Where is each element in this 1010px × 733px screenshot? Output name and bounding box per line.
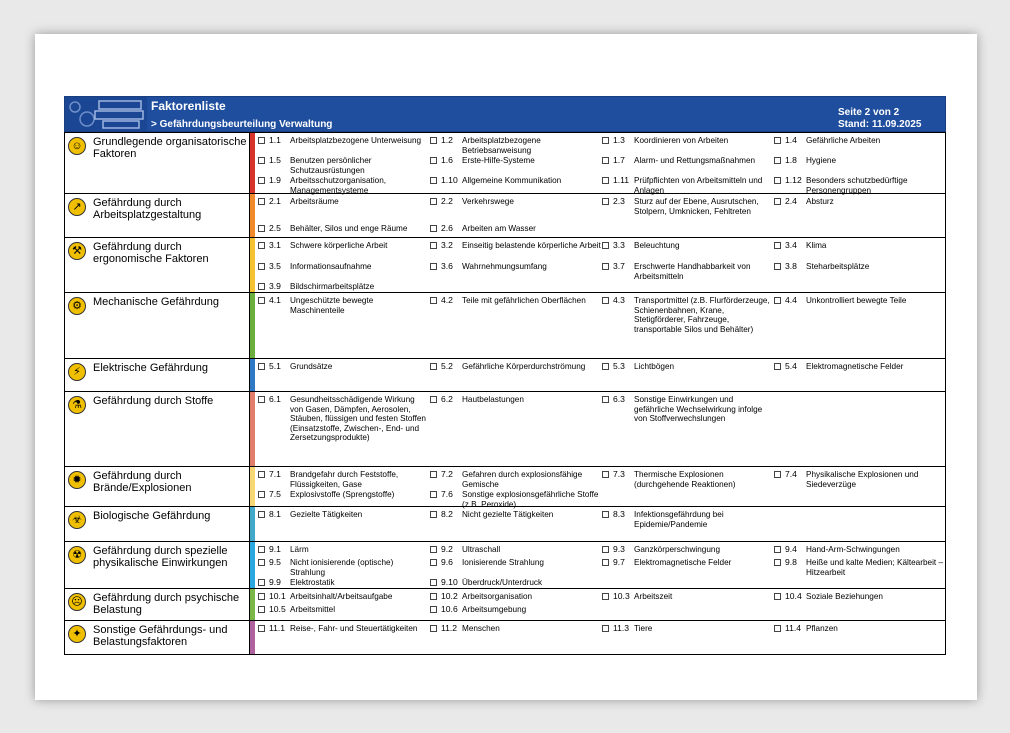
factor-text: Arbeitsinhalt/Arbeitsaufgabe [290, 592, 393, 601]
factor-checkbox[interactable] [258, 625, 265, 632]
factor-checkbox[interactable] [258, 559, 265, 566]
factor-text: Gesundheitsschädigende Wirkung von Gasen, Dämpfen, Aerosolen, Stäuben, flüssigen und festen Stoffen (Einsatzstoffe, Zwischen-, End- und Zersetzungsprodukte) [290, 395, 426, 442]
factor-checkbox[interactable] [258, 396, 265, 403]
factor-text: Arbeitsmittel [290, 605, 336, 614]
factor-checkbox[interactable] [430, 157, 437, 164]
factor-text: Absturz [806, 197, 834, 206]
factor-checkbox[interactable] [774, 177, 781, 184]
factor-checkbox[interactable] [602, 625, 609, 632]
factor-checkbox[interactable] [602, 593, 609, 600]
factor-text: Überdruck/Unterdruck [462, 578, 543, 587]
factor-checkbox[interactable] [430, 297, 437, 304]
factor-text: Arbeitsschutzorganisation, Managementsysteme [290, 176, 387, 195]
factor-number: 9.2 [441, 544, 453, 554]
factor-number: 11.4 [785, 623, 802, 633]
factor-text: Hygiene [806, 156, 837, 165]
factor-checkbox[interactable] [774, 546, 781, 553]
slip-fall-icon: ↗ [68, 198, 86, 216]
factor-number: 10.5 [269, 604, 286, 614]
factor-number: 1.1 [269, 135, 281, 145]
factor-checkbox[interactable] [430, 137, 437, 144]
category-cell [65, 238, 250, 292]
factor-text: Sturz auf der Ebene, Ausrutschen, Stolpern, Umknicken, Fehltreten [634, 197, 759, 216]
factor-checkbox[interactable] [602, 157, 609, 164]
factor-text: Beleuchtung [634, 241, 680, 250]
factor-text: Koordinieren von Arbeiten [634, 136, 729, 145]
factor-number: 9.1 [269, 544, 281, 554]
factor-row [64, 467, 946, 507]
factor-checkbox[interactable] [430, 625, 437, 632]
factor-checkbox[interactable] [602, 177, 609, 184]
page-subtitle: > Gefährdungsbeurteilung Verwaltung [151, 119, 333, 130]
stressed-person-icon: ☹ [68, 593, 86, 611]
factor-number: 5.4 [785, 361, 797, 371]
factor-checkbox[interactable] [602, 363, 609, 370]
factor-row [64, 132, 946, 194]
factor-text: Elektrostatik [290, 578, 335, 587]
factor-checkbox[interactable] [430, 593, 437, 600]
factor-text: Benutzen persönlicher Schutzausrüstungen [290, 156, 372, 175]
factor-checkbox[interactable] [774, 471, 781, 478]
factor-text: Steharbeitsplätze [806, 262, 870, 271]
factor-checkbox[interactable] [430, 559, 437, 566]
category-cell [65, 467, 250, 506]
factor-checkbox[interactable] [430, 363, 437, 370]
factor-text: Arbeitsumgebung [462, 605, 527, 614]
category-cell [65, 359, 250, 391]
category-color-stripe [250, 359, 255, 391]
factor-checkbox[interactable] [774, 559, 781, 566]
factor-text: Einseitig belastende körperliche Arbeit [462, 241, 601, 250]
factor-text: Infektionsgefährdung bei Epidemie/Pandemie [634, 510, 724, 529]
factor-text: Gezielte Tätigkeiten [290, 510, 363, 519]
category-label: Sonstige Gefährdungs- und Belastungsfaktoren [93, 624, 228, 648]
factor-number: 9.8 [785, 557, 797, 567]
factor-checkbox[interactable] [258, 491, 265, 498]
category-cell [65, 542, 250, 588]
factor-number: 7.4 [785, 469, 797, 479]
factor-number: 4.4 [785, 295, 797, 305]
factor-text: Arbeitsorganisation [462, 592, 533, 601]
factor-number: 5.1 [269, 361, 281, 371]
factor-text: Gefährliche Körperdurchströmung [462, 362, 586, 371]
factor-checkbox[interactable] [602, 396, 609, 403]
factor-number: 4.2 [441, 295, 453, 305]
factor-number: 2.5 [269, 223, 281, 233]
factor-number: 8.2 [441, 509, 453, 519]
factor-number: 10.4 [785, 591, 802, 601]
factor-text: Lärm [290, 545, 309, 554]
desk-worker-icon: ⚒ [68, 242, 86, 260]
category-color-stripe [250, 621, 255, 654]
factor-number: 1.2 [441, 135, 453, 145]
factor-number: 7.5 [269, 489, 281, 499]
factor-number: 3.1 [269, 240, 281, 250]
factor-checkbox[interactable] [774, 263, 781, 270]
factor-row [64, 507, 946, 542]
factor-checkbox[interactable] [774, 137, 781, 144]
factor-checkbox[interactable] [430, 263, 437, 270]
factor-checkbox[interactable] [258, 157, 265, 164]
category-cell [65, 507, 250, 541]
factor-checkbox[interactable] [258, 263, 265, 270]
electric-tools-icon: ⚡ [68, 363, 86, 381]
factor-checkbox[interactable] [430, 491, 437, 498]
factor-number: 11.3 [613, 623, 630, 633]
explosion-icon: ✹ [68, 471, 86, 489]
factor-text: Arbeitsräume [290, 197, 339, 206]
category-cell [65, 621, 250, 654]
factor-number: 3.5 [269, 261, 281, 271]
category-label: Gefährdung durch spezielle physikalische Einwirkungen [93, 545, 228, 569]
factor-number: 3.4 [785, 240, 797, 250]
category-color-stripe [250, 507, 255, 541]
factor-checkbox[interactable] [430, 198, 437, 205]
factor-number: 8.1 [269, 509, 281, 519]
factor-number: 9.10 [441, 577, 458, 587]
factor-number: 10.1 [269, 591, 286, 601]
factor-number: 9.6 [441, 557, 453, 567]
category-color-stripe [250, 194, 255, 237]
factor-number: 7.6 [441, 489, 453, 499]
factor-text: Prüfpflichten von Arbeitsmitteln und Anlagen [634, 176, 763, 195]
factor-number: 3.9 [269, 281, 281, 291]
category-label: Gefährdung durch ergonomische Faktoren [93, 241, 209, 265]
category-label: Gefährdung durch Brände/Explosionen [93, 470, 192, 494]
factor-checkbox[interactable] [430, 225, 437, 232]
factor-text: Bildschirmarbeitsplätze [290, 282, 375, 291]
factor-number: 6.2 [441, 394, 453, 404]
factor-checkbox[interactable] [602, 137, 609, 144]
factor-text: Tiere [634, 624, 653, 633]
factor-text: Hand-Arm-Schwingungen [806, 545, 900, 554]
category-color-stripe [250, 467, 255, 506]
factor-text: Erschwerte Handhabbarkeit von Arbeitsmitteln [634, 262, 751, 281]
factor-text: Arbeitsplatzbezogene Betriebsanweisung [462, 136, 541, 155]
factor-text: Nicht ionisierende (optische) Strahlung [290, 558, 394, 577]
factor-number: 1.9 [269, 175, 281, 185]
page-title: Faktorenliste [151, 99, 226, 113]
factor-text: Verkehrswege [462, 197, 514, 206]
factor-number: 10.6 [441, 604, 458, 614]
factor-checkbox[interactable] [258, 363, 265, 370]
factor-checkbox[interactable] [774, 198, 781, 205]
factor-checkbox[interactable] [258, 225, 265, 232]
factor-text: Ionisierende Strahlung [462, 558, 544, 567]
factor-checkbox[interactable] [258, 511, 265, 518]
factor-number: 11.1 [269, 623, 286, 633]
factor-number: 6.1 [269, 394, 281, 404]
factor-text: Arbeiten am Wasser [462, 224, 536, 233]
chemical-icon: ⚗ [68, 396, 86, 414]
factor-text: Ganzkörperschwingung [634, 545, 721, 554]
category-color-stripe [250, 293, 255, 358]
factor-number: 9.4 [785, 544, 797, 554]
factor-text: Heiße und kalte Medien; Kältearbeit – Hitzearbeit [806, 558, 943, 577]
category-color-stripe [250, 238, 255, 292]
factor-checkbox[interactable] [258, 471, 265, 478]
category-color-stripe [250, 133, 255, 193]
factor-text: Informationsaufnahme [290, 262, 372, 271]
factor-number: 3.2 [441, 240, 453, 250]
factor-number: 6.3 [613, 394, 625, 404]
category-label: Mechanische Gefährdung [93, 296, 219, 308]
factor-checkbox[interactable] [258, 283, 265, 290]
factor-text: Ungeschützte bewegte Maschinenteile [290, 296, 374, 315]
factor-number: 1.6 [441, 155, 453, 165]
factor-text: Ultraschall [462, 545, 501, 554]
factor-number: 1.4 [785, 135, 797, 145]
factor-number: 2.1 [269, 196, 281, 206]
category-color-stripe [250, 392, 255, 466]
factor-checkbox[interactable] [602, 198, 609, 205]
factor-checkbox[interactable] [602, 471, 609, 478]
factor-number: 1.7 [613, 155, 625, 165]
factor-number: 1.10 [441, 175, 458, 185]
factor-text: Explosivstoffe (Sprengstoffe) [290, 490, 395, 499]
factor-checkbox[interactable] [774, 593, 781, 600]
factor-checkbox[interactable] [430, 511, 437, 518]
factor-number: 7.3 [613, 469, 625, 479]
factor-checkbox[interactable] [258, 579, 265, 586]
factor-text: Schwere körperliche Arbeit [290, 241, 388, 250]
factor-number: 9.7 [613, 557, 625, 567]
people-group-icon: ☺ [68, 137, 86, 155]
factor-number: 1.11 [613, 175, 630, 185]
biohazard-worker-icon: ☣ [68, 511, 86, 529]
factor-row [64, 359, 946, 392]
logo-icon [65, 97, 147, 131]
factor-text: Gefährliche Arbeiten [806, 136, 881, 145]
factor-text: Arbeitszeit [634, 592, 673, 601]
factor-row [64, 293, 946, 359]
factor-checkbox[interactable] [430, 606, 437, 613]
factor-table [64, 132, 946, 655]
factor-number: 10.2 [441, 591, 458, 601]
factor-checkbox[interactable] [258, 242, 265, 249]
factor-checkbox[interactable] [774, 297, 781, 304]
factor-checkbox[interactable] [430, 471, 437, 478]
misc-hazard-icon: ✦ [68, 625, 86, 643]
factor-row [64, 542, 946, 589]
category-cell [65, 293, 250, 358]
factor-text: Erste-Hilfe-Systeme [462, 156, 535, 165]
factor-text: Soziale Beziehungen [806, 592, 883, 601]
factor-number: 1.8 [785, 155, 797, 165]
factor-checkbox[interactable] [602, 242, 609, 249]
category-cell [65, 392, 250, 466]
category-label: Gefährdung durch psychische Belastung [93, 592, 240, 616]
factor-row [64, 238, 946, 293]
category-label: Gefährdung durch Stoffe [93, 395, 214, 407]
revision-date: Stand: 11.09.2025 [838, 119, 922, 130]
factor-number: 5.2 [441, 361, 453, 371]
factor-text: Arbeitsplatzbezogene Unterweisung [290, 136, 422, 145]
factor-checkbox[interactable] [774, 363, 781, 370]
factor-text: Allgemeine Kommunikation [462, 176, 562, 185]
category-cell [65, 194, 250, 237]
factor-text: Grundsätze [290, 362, 333, 371]
factor-number: 3.8 [785, 261, 797, 271]
radiation-worker-icon: ☢ [68, 546, 86, 564]
factor-number: 7.1 [269, 469, 281, 479]
factor-text: Teile mit gefährlichen Oberflächen [462, 296, 586, 305]
factor-text: Transportmittel (z.B. Flurförderzeuge, Schienenbahnen, Krane, Stetigförderer, Fahrzeuge, transportable Silos und Behälter) [634, 296, 770, 334]
factor-text: Alarm- und Rettungsmaßnahmen [634, 156, 756, 165]
factor-number: 5.3 [613, 361, 625, 371]
factor-checkbox[interactable] [774, 625, 781, 632]
factor-text: Thermische Explosionen (durchgehende Reaktionen) [634, 470, 736, 489]
factor-checkbox[interactable] [430, 579, 437, 586]
category-color-stripe [250, 542, 255, 588]
factor-text: Brandgefahr durch Feststoffe, Flüssigkeiten, Gase [290, 470, 399, 489]
rollers-icon: ⚙ [68, 297, 86, 315]
factor-text: Besonders schutzbedürftige Personengruppen [806, 176, 908, 195]
factor-text: Nicht gezielte Tätigkeiten [462, 510, 554, 519]
factor-row [64, 589, 946, 621]
factor-checkbox[interactable] [430, 177, 437, 184]
factor-checkbox[interactable] [602, 511, 609, 518]
category-cell [65, 589, 250, 620]
factor-checkbox[interactable] [258, 137, 265, 144]
factor-number: 2.4 [785, 196, 797, 206]
factor-text: Elektromagnetische Felder [806, 362, 904, 371]
factor-text: Sonstige explosionsgefährliche Stoffe (z.B. Peroxide) [462, 490, 599, 509]
factor-number: 1.5 [269, 155, 281, 165]
factor-number: 11.2 [441, 623, 458, 633]
factor-number: 2.6 [441, 223, 453, 233]
factor-number: 9.9 [269, 577, 281, 587]
factor-number: 4.3 [613, 295, 625, 305]
factor-text: Reise-, Fahr- und Steuertätigkeiten [290, 624, 418, 633]
factor-text: Gefahren durch explosionsfähige Gemische [462, 470, 583, 489]
factor-number: 8.3 [613, 509, 625, 519]
factor-text: Wahrnehmungsumfang [462, 262, 547, 271]
factor-number: 2.3 [613, 196, 625, 206]
factor-text: Physikalische Explosionen und Siedeverzüge [806, 470, 919, 489]
factor-checkbox[interactable] [258, 297, 265, 304]
factor-text: Behälter, Silos und enge Räume [290, 224, 408, 233]
factor-number: 1.3 [613, 135, 625, 145]
category-cell [65, 133, 250, 193]
factor-text: Klima [806, 241, 827, 250]
factor-checkbox[interactable] [430, 396, 437, 403]
factor-checkbox[interactable] [602, 559, 609, 566]
factor-number: 1.12 [785, 175, 802, 185]
factor-checkbox[interactable] [602, 546, 609, 553]
factor-checkbox[interactable] [602, 297, 609, 304]
category-label: Gefährdung durch Arbeitsplatzgestaltung [93, 197, 202, 221]
factor-text: Unkontrolliert bewegte Teile [806, 296, 907, 305]
factor-number: 2.2 [441, 196, 453, 206]
company-logo [65, 97, 147, 131]
factor-text: Elektromagnetische Felder [634, 558, 732, 567]
factor-checkbox[interactable] [258, 546, 265, 553]
factor-checkbox[interactable] [258, 606, 265, 613]
factor-checkbox[interactable] [258, 177, 265, 184]
factor-checkbox[interactable] [430, 546, 437, 553]
factor-checkbox[interactable] [258, 593, 265, 600]
factor-number: 9.5 [269, 557, 281, 567]
factor-number: 3.6 [441, 261, 453, 271]
factor-row [64, 392, 946, 467]
category-label: Grundlegende organisatorische Faktoren [93, 136, 247, 160]
factor-text: Sonstige Einwirkungen und gefährliche Wechselwirkung infolge von Stoffverwechslungen [634, 395, 763, 423]
factor-number: 9.3 [613, 544, 625, 554]
factor-row [64, 621, 946, 655]
factor-number: 7.2 [441, 469, 453, 479]
factor-checkbox[interactable] [774, 157, 781, 164]
factor-text: Pflanzen [806, 624, 838, 633]
category-label: Biologische Gefährdung [93, 510, 211, 522]
page-number: Seite 2 von 2 [838, 107, 900, 118]
factor-number: 3.7 [613, 261, 625, 271]
factor-number: 4.1 [269, 295, 281, 305]
factor-text: Menschen [462, 624, 500, 633]
factor-checkbox[interactable] [774, 242, 781, 249]
factor-checkbox[interactable] [602, 263, 609, 270]
factor-checkbox[interactable] [258, 198, 265, 205]
factor-row [64, 194, 946, 238]
factor-number: 10.3 [613, 591, 630, 601]
category-label: Elektrische Gefährdung [93, 362, 208, 374]
document-header [64, 96, 946, 132]
category-color-stripe [250, 589, 255, 620]
factor-number: 3.3 [613, 240, 625, 250]
factor-text: Hautbelastungen [462, 395, 524, 404]
factor-text: Lichtbögen [634, 362, 675, 371]
factor-checkbox[interactable] [430, 242, 437, 249]
